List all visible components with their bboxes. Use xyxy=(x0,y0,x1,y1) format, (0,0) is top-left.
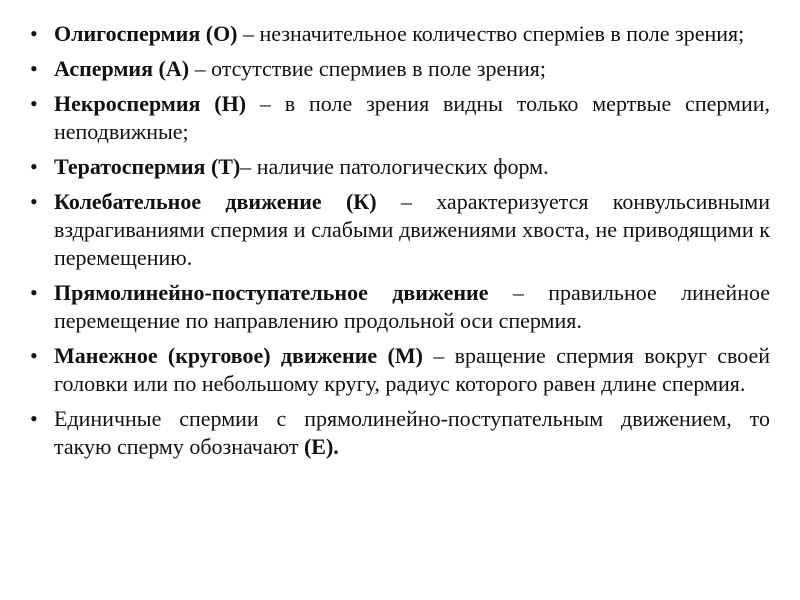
definition-text: – характеризуется конвульсивными вздрагиваниями спермия и слабыми движениями хвоста, не приводящими к перемещению. xyxy=(54,189,770,270)
list-item-circular-movement xyxy=(30,342,770,398)
term-label: Прямолинейно-поступательное движение xyxy=(54,280,489,305)
term-label: Аспермия (А) xyxy=(54,56,190,81)
bullet-icon: • xyxy=(30,280,38,305)
term-label: Тератоспермия (Т) xyxy=(54,154,241,179)
note-text: Единичные спермии с прямолинейно-поступательным движением, то такую сперму обозначают xyxy=(54,406,770,459)
list-item-necrospermia xyxy=(30,90,770,146)
bullet-icon: • xyxy=(30,343,38,368)
definition-text: – вращение спермия вокруг своей головки или по небольшому кругу, радиус которого равен длине спермия. xyxy=(54,343,771,396)
bullet-icon: • xyxy=(30,91,38,116)
definition-text: – наличие патологических форм. xyxy=(240,154,549,179)
bullet-icon: • xyxy=(30,189,38,214)
term-label: Олигоспермия (О) xyxy=(54,21,238,46)
bullet-icon: • xyxy=(30,154,38,179)
term-label: Манежное (круговое) движение (М) xyxy=(54,343,423,368)
list-item-oscillatory-movement xyxy=(30,188,770,272)
designation-mark: (Е). xyxy=(303,434,339,459)
term-label: Колебательное движение (К) xyxy=(54,189,377,214)
definition-text: – правильное линейное перемещение по направлению продольной оси спермия. xyxy=(54,280,771,333)
bullet-icon: • xyxy=(30,21,38,46)
bullet-icon: • xyxy=(30,406,38,431)
definition-text: – отсутствие спермиев в поле зрения; xyxy=(189,56,546,81)
bullet-list xyxy=(30,20,770,468)
list-item-oligospermia xyxy=(30,20,770,48)
list-item-aspermia xyxy=(30,55,770,83)
list-item-teratospermia xyxy=(30,153,770,181)
definition-text: – незначительное количество сперміев в поле зрения; xyxy=(237,21,745,46)
definition-text: – в поле зрения видны только мертвые спермии, неподвижные; xyxy=(54,91,770,144)
list-item-single-sperm-note xyxy=(30,405,770,461)
bullet-icon: • xyxy=(30,56,38,81)
term-label: Некроспермия (Н) xyxy=(54,91,247,116)
list-item-progressive-movement xyxy=(30,279,770,335)
